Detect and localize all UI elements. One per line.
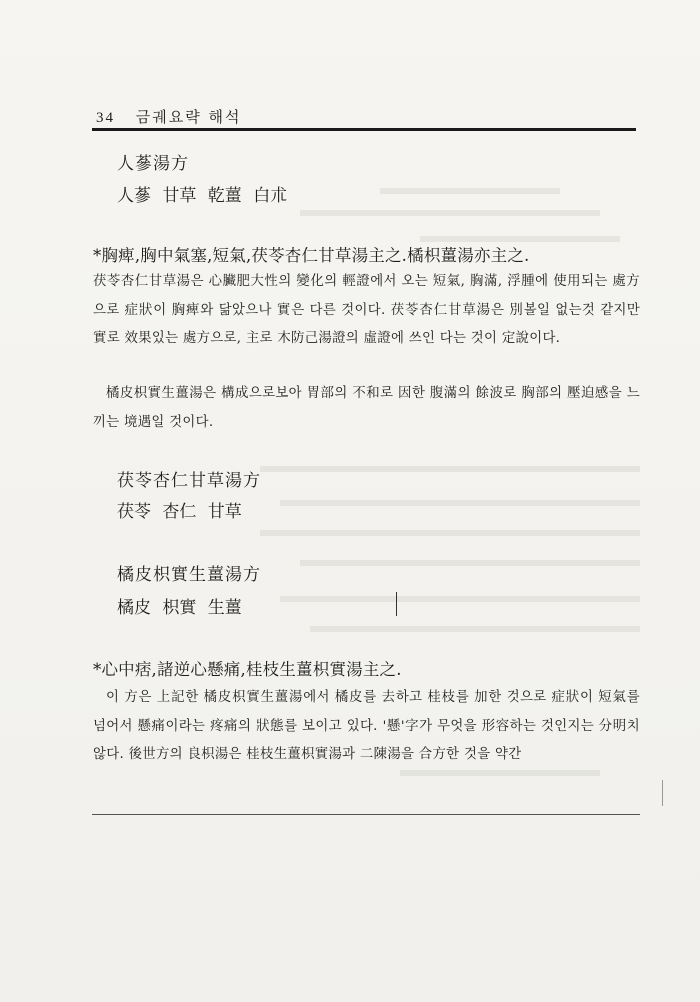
show-through: [310, 626, 640, 632]
clause-text: *心中痞,諸逆心懸痛,桂枝生薑枳實湯主之.: [93, 660, 402, 679]
formula-ingredients: 橘皮 枳實 生薑: [117, 598, 242, 618]
show-through: [300, 560, 640, 566]
footer-rule: [92, 814, 640, 815]
commentary-paragraph: 茯苓杏仁甘草湯은 心臟肥大性의 變化의 輕證에서 오는 短氣, 胸滿, 浮腫에 使用되는 處方으로 症狀이 胸痺와 닮았으나 實은 다른 것이다. 茯苓杏仁甘草湯은 別볼일 없는것 같지만 實로 效果있는 處方으로, 主로 木防己湯證의 虛證에 쓰인 다는 것이 定說이다.: [93, 274, 640, 346]
header-rule: [92, 128, 636, 131]
show-through: [300, 210, 600, 216]
stray-mark: [396, 592, 397, 616]
show-through: [260, 466, 640, 472]
formula-title: 茯苓杏仁甘草湯方: [117, 471, 261, 491]
show-through: [280, 500, 640, 506]
clause-text: *胸痺,胸中氣塞,短氣,茯苓杏仁甘草湯主之.橘枳薑湯亦主之.: [93, 246, 530, 265]
formula-title: 橘皮枳實生薑湯方: [117, 565, 261, 585]
running-title: 금궤요략 해석: [135, 108, 242, 126]
show-through: [380, 188, 560, 194]
show-through: [400, 770, 600, 776]
formula-ingredients: 茯苓 杏仁 甘草: [117, 502, 242, 522]
commentary-paragraph: 橘皮枳實生薑湯은 構成으로보아 胃部의 不和로 因한 腹滿의 餘波로 胸部의 壓迫感을 느끼는 境遇일 것이다.: [93, 386, 640, 430]
formula-title: 人蔘湯方: [117, 154, 189, 174]
commentary-paragraph: 이 方은 上記한 橘皮枳實生薑湯에서 橘皮를 去하고 桂枝를 加한 것으로 症狀이 短氣를 넘어서 懸痛이라는 疼痛의 狀態를 보이고 있다. '懸'字가 무엇을 形容하는 것인지는 分明치 않다. 後世方의 良枳湯은 桂枝生薑枳實湯과 二陳湯을 合方한 것을 약간: [93, 690, 640, 762]
show-through: [280, 596, 640, 602]
running-header: [96, 106, 242, 127]
page-number: 34: [96, 110, 115, 126]
show-through: [260, 530, 640, 536]
formula-ingredients: 人蔘 甘草 乾薑 白朮: [117, 186, 288, 206]
stray-mark: [662, 780, 663, 806]
